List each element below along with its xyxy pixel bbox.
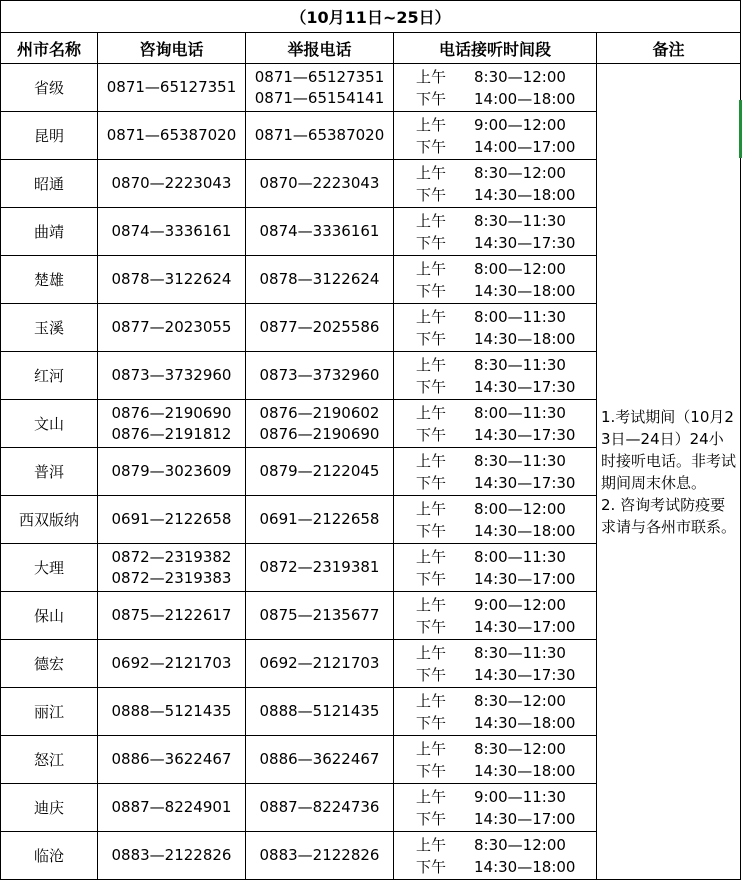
- am-label: 上午: [416, 163, 447, 182]
- consult-phone-cell: [98, 112, 246, 160]
- hours-cell: [394, 736, 597, 784]
- pm-hours: 14:30—18:00: [474, 185, 576, 204]
- region-name: 怒江: [33, 751, 64, 769]
- consult-phone-cell: [98, 352, 246, 400]
- report-phone-cell: [246, 304, 394, 352]
- header-consult-phone: 咨询电话: [98, 33, 246, 64]
- hours-cell: [394, 592, 597, 640]
- am-hours: 8:30—12:00: [474, 163, 566, 182]
- am-label: 上午: [416, 547, 447, 566]
- am-slot: [416, 834, 596, 856]
- report-phone-cell: [246, 256, 394, 304]
- pm-hours: 14:30—17:00: [474, 569, 576, 588]
- hours-cell: [394, 112, 597, 160]
- table-title: （10月11日~25日）: [1, 1, 741, 33]
- am-hours: 8:30—12:00: [474, 835, 566, 854]
- am-label: 上午: [416, 307, 447, 326]
- am-label: 上午: [416, 739, 447, 758]
- pm-slot: [416, 184, 596, 206]
- am-slot: [416, 594, 596, 616]
- region-cell: [1, 304, 98, 352]
- report-phone-number: 0874—3336161: [259, 222, 380, 240]
- hours-cell: [394, 688, 597, 736]
- am-slot: [416, 786, 596, 808]
- am-slot: [416, 210, 596, 232]
- consult-phone-number: 0872—2319382: [111, 547, 232, 566]
- pm-label: 下午: [416, 665, 447, 684]
- report-phone-number: 0871—65154141: [254, 88, 385, 107]
- pm-slot: [416, 280, 596, 302]
- consult-phone-number: 0886—3622467: [111, 750, 232, 768]
- report-phone-cell: [246, 784, 394, 832]
- region-cell: [1, 400, 98, 448]
- report-phone-number: 0887—8224736: [259, 798, 380, 816]
- report-phone-number: 0872—2319381: [259, 558, 380, 576]
- report-phone-number: 0879—2122045: [259, 462, 380, 480]
- pm-label: 下午: [416, 713, 447, 732]
- consult-phone-number: 0883—2122826: [111, 846, 232, 864]
- region-name: 迪庆: [33, 799, 64, 817]
- header-row: [1, 33, 741, 64]
- pm-label: 下午: [416, 233, 447, 252]
- consult-phone-number: 0692—2121703: [111, 654, 232, 672]
- report-phone-number: 0877—2025586: [259, 318, 380, 336]
- consult-phone-number: 0874—3336161: [111, 222, 232, 240]
- report-phone-cell: [246, 208, 394, 256]
- pm-label: 下午: [416, 761, 447, 780]
- pm-hours: 14:30—17:30: [474, 377, 576, 396]
- pm-label: 下午: [416, 809, 447, 828]
- am-hours: 9:00—12:00: [474, 115, 566, 134]
- region-cell: [1, 832, 98, 880]
- report-phone-cell: [246, 640, 394, 688]
- consult-phone-number: 0878—3122624: [111, 270, 232, 288]
- consult-phone-cell: [98, 496, 246, 544]
- pm-hours: 14:00—18:00: [474, 89, 576, 108]
- region-cell: [1, 640, 98, 688]
- am-label: 上午: [416, 499, 447, 518]
- consult-phone-number: 0879—3023609: [111, 462, 232, 480]
- consult-phone-cell: [98, 640, 246, 688]
- region-name: 楚雄: [33, 271, 64, 289]
- hours-cell: [394, 304, 597, 352]
- note-item: 2. 咨询考试防疫要求请与各州市联系。: [601, 495, 737, 536]
- region-cell: [1, 688, 98, 736]
- consult-phone-number: 0876—2190690: [111, 403, 232, 422]
- am-slot: [416, 114, 596, 136]
- region-name: 文山: [33, 415, 64, 433]
- pm-hours: 14:30—17:30: [474, 233, 576, 252]
- region-cell: [1, 64, 98, 112]
- consult-phone-cell: [98, 160, 246, 208]
- report-phone-number: 0875—2135677: [259, 606, 380, 624]
- hours-cell: [394, 160, 597, 208]
- region-name: 丽江: [33, 703, 64, 721]
- report-phone-cell: [246, 400, 394, 448]
- consult-phone-number: 0871—65127351: [106, 78, 237, 96]
- region-cell: [1, 208, 98, 256]
- am-label: 上午: [416, 787, 447, 806]
- region-name: 大理: [33, 559, 64, 577]
- am-slot: [416, 642, 596, 664]
- am-hours: 8:30—11:30: [474, 355, 566, 374]
- am-slot: [416, 162, 596, 184]
- am-label: 上午: [416, 835, 447, 854]
- report-phone-number: 0691—2122658: [259, 510, 380, 528]
- am-label: 上午: [416, 643, 447, 662]
- am-label: 上午: [416, 115, 447, 134]
- pm-slot: [416, 424, 596, 446]
- consult-phone-number: 0876—2191812: [111, 424, 232, 443]
- am-slot: [416, 354, 596, 376]
- report-phone-number: 0888—5121435: [259, 702, 380, 720]
- pm-slot: [416, 712, 596, 734]
- pm-slot: [416, 472, 596, 494]
- report-phone-cell: [246, 736, 394, 784]
- am-slot: [416, 306, 596, 328]
- am-label: 上午: [416, 403, 447, 422]
- report-phone-number: 0870—2223043: [259, 174, 380, 192]
- pm-label: 下午: [416, 473, 447, 492]
- am-hours: 8:00—11:30: [474, 547, 566, 566]
- pm-label: 下午: [416, 89, 447, 108]
- am-slot: [416, 66, 596, 88]
- report-phone-cell: [246, 544, 394, 592]
- pm-slot: [416, 856, 596, 878]
- hours-cell: [394, 496, 597, 544]
- pm-hours: 14:30—18:00: [474, 521, 576, 540]
- consult-phone-cell: [98, 64, 246, 112]
- consult-phone-cell: [98, 832, 246, 880]
- report-phone-cell: [246, 592, 394, 640]
- pm-label: 下午: [416, 329, 447, 348]
- region-cell: [1, 736, 98, 784]
- hours-cell: [394, 448, 597, 496]
- consult-phone-number: 0873—3732960: [111, 366, 232, 384]
- consult-phone-number: 0877—2023055: [111, 318, 232, 336]
- pm-slot: [416, 88, 596, 110]
- region-cell: [1, 352, 98, 400]
- pm-slot: [416, 232, 596, 254]
- am-hours: 9:00—12:00: [474, 595, 566, 614]
- am-hours: 8:30—11:30: [474, 451, 566, 470]
- am-hours: 8:00—12:00: [474, 259, 566, 278]
- am-hours: 8:30—12:00: [474, 691, 566, 710]
- consult-phone-cell: [98, 736, 246, 784]
- am-slot: [416, 690, 596, 712]
- hours-cell: [394, 640, 597, 688]
- report-phone-number: 0876—2190602: [259, 403, 380, 422]
- am-label: 上午: [416, 595, 447, 614]
- pm-slot: [416, 808, 596, 830]
- consult-phone-number: 0887—8224901: [111, 798, 232, 816]
- region-cell: [1, 592, 98, 640]
- report-phone-number: 0883—2122826: [259, 846, 380, 864]
- region-name: 曲靖: [33, 223, 64, 241]
- am-hours: 8:30—11:30: [474, 643, 566, 662]
- am-hours: 8:30—11:30: [474, 211, 566, 230]
- report-phone-cell: [246, 496, 394, 544]
- consult-phone-number: 0691—2122658: [111, 510, 232, 528]
- pm-hours: 14:30—18:00: [474, 329, 576, 348]
- pm-slot: [416, 760, 596, 782]
- pm-label: 下午: [416, 377, 447, 396]
- consult-phone-number: 0875—2122617: [111, 606, 232, 624]
- consult-phone-cell: [98, 256, 246, 304]
- report-phone-number: 0876—2190690: [259, 424, 380, 443]
- am-label: 上午: [416, 67, 447, 86]
- region-name: 普洱: [33, 463, 64, 481]
- region-cell: [1, 448, 98, 496]
- am-hours: 9:00—11:30: [474, 787, 566, 806]
- region-name: 红河: [33, 367, 64, 385]
- region-name: 昆明: [33, 127, 64, 145]
- am-label: 上午: [416, 259, 447, 278]
- consult-phone-cell: [98, 544, 246, 592]
- region-cell: [1, 784, 98, 832]
- report-phone-cell: [246, 112, 394, 160]
- report-phone-cell: [246, 352, 394, 400]
- region-name: 昭通: [33, 175, 64, 193]
- pm-slot: [416, 568, 596, 590]
- hours-cell: [394, 352, 597, 400]
- report-phone-number: 0873—3732960: [259, 366, 380, 384]
- am-label: 上午: [416, 691, 447, 710]
- pm-label: 下午: [416, 185, 447, 204]
- pm-label: 下午: [416, 617, 447, 636]
- pm-hours: 14:30—17:30: [474, 473, 576, 492]
- am-hours: 8:00—11:30: [474, 403, 566, 422]
- note-item: 1.考试期间（10月23日—24日）24小时接听电话。非考试期间周末休息。: [601, 407, 737, 492]
- consult-phone-cell: [98, 400, 246, 448]
- pm-hours: 14:30—17:30: [474, 665, 576, 684]
- hours-cell: [394, 784, 597, 832]
- am-slot: [416, 258, 596, 280]
- am-slot: [416, 738, 596, 760]
- pm-slot: [416, 136, 596, 158]
- pm-label: 下午: [416, 857, 447, 876]
- notes-cell: [597, 64, 741, 880]
- consult-phone-cell: [98, 688, 246, 736]
- header-notes: 备注: [597, 33, 741, 64]
- region-name: 西双版纳: [18, 511, 79, 529]
- region-name: 省级: [33, 79, 64, 97]
- hours-cell: [394, 208, 597, 256]
- pm-slot: [416, 616, 596, 638]
- consult-phone-cell: [98, 304, 246, 352]
- pm-slot: [416, 328, 596, 350]
- am-slot: [416, 402, 596, 424]
- hours-cell: [394, 832, 597, 880]
- consult-phone-number: 0888—5121435: [111, 702, 232, 720]
- report-phone-number: 0886—3622467: [259, 750, 380, 768]
- pm-label: 下午: [416, 425, 447, 444]
- report-phone-cell: [246, 448, 394, 496]
- pm-label: 下午: [416, 569, 447, 588]
- report-phone-cell: [246, 160, 394, 208]
- pm-hours: 14:30—18:00: [474, 761, 576, 780]
- region-name: 保山: [33, 607, 64, 625]
- pm-hours: 14:30—18:00: [474, 857, 576, 876]
- pm-hours: 14:30—17:30: [474, 425, 576, 444]
- report-phone-number: 0871—65127351: [254, 67, 385, 86]
- report-phone-number: 0878—3122624: [259, 270, 380, 288]
- hours-cell: [394, 64, 597, 112]
- hours-cell: [394, 256, 597, 304]
- pm-hours: 14:30—17:00: [474, 617, 576, 636]
- region-name: 临沧: [33, 847, 64, 865]
- consult-phone-cell: [98, 208, 246, 256]
- consult-phone-number: 0870—2223043: [111, 174, 232, 192]
- table-row: [1, 64, 741, 112]
- am-label: 上午: [416, 355, 447, 374]
- hours-cell: [394, 544, 597, 592]
- report-phone-cell: [246, 64, 394, 112]
- hours-cell: [394, 400, 597, 448]
- consult-phone-cell: [98, 448, 246, 496]
- region-cell: [1, 544, 98, 592]
- pm-label: 下午: [416, 521, 447, 540]
- pm-hours: 14:30—17:00: [474, 809, 576, 828]
- pm-label: 下午: [416, 137, 447, 156]
- consult-phone-number: 0872—2319383: [111, 568, 232, 587]
- am-label: 上午: [416, 211, 447, 230]
- region-name: 德宏: [33, 655, 64, 673]
- report-phone-cell: [246, 688, 394, 736]
- region-cell: [1, 112, 98, 160]
- am-hours: 8:30—12:00: [474, 739, 566, 758]
- am-slot: [416, 498, 596, 520]
- pm-hours: 14:30—18:00: [474, 281, 576, 300]
- region-cell: [1, 160, 98, 208]
- header-report-phone: 举报电话: [246, 33, 394, 64]
- pm-hours: 14:30—18:00: [474, 713, 576, 732]
- pm-slot: [416, 520, 596, 542]
- pm-slot: [416, 664, 596, 686]
- region-name: 玉溪: [33, 319, 64, 337]
- am-hours: 8:00—12:00: [474, 499, 566, 518]
- am-hours: 8:00—11:30: [474, 307, 566, 326]
- am-slot: [416, 450, 596, 472]
- am-hours: 8:30—12:00: [474, 67, 566, 86]
- am-slot: [416, 546, 596, 568]
- report-phone-number: 0692—2121703: [259, 654, 380, 672]
- report-phone-number: 0871—65387020: [254, 126, 385, 144]
- pm-slot: [416, 376, 596, 398]
- pm-label: 下午: [416, 281, 447, 300]
- am-label: 上午: [416, 451, 447, 470]
- region-cell: [1, 256, 98, 304]
- consult-phone-cell: [98, 784, 246, 832]
- header-hours: 电话接听时间段: [394, 33, 597, 64]
- pm-hours: 14:00—17:00: [474, 137, 576, 156]
- consult-phone-number: 0871—65387020: [106, 126, 237, 144]
- header-region: 州市名称: [1, 33, 98, 64]
- consult-phone-cell: [98, 592, 246, 640]
- report-phone-cell: [246, 832, 394, 880]
- region-cell: [1, 496, 98, 544]
